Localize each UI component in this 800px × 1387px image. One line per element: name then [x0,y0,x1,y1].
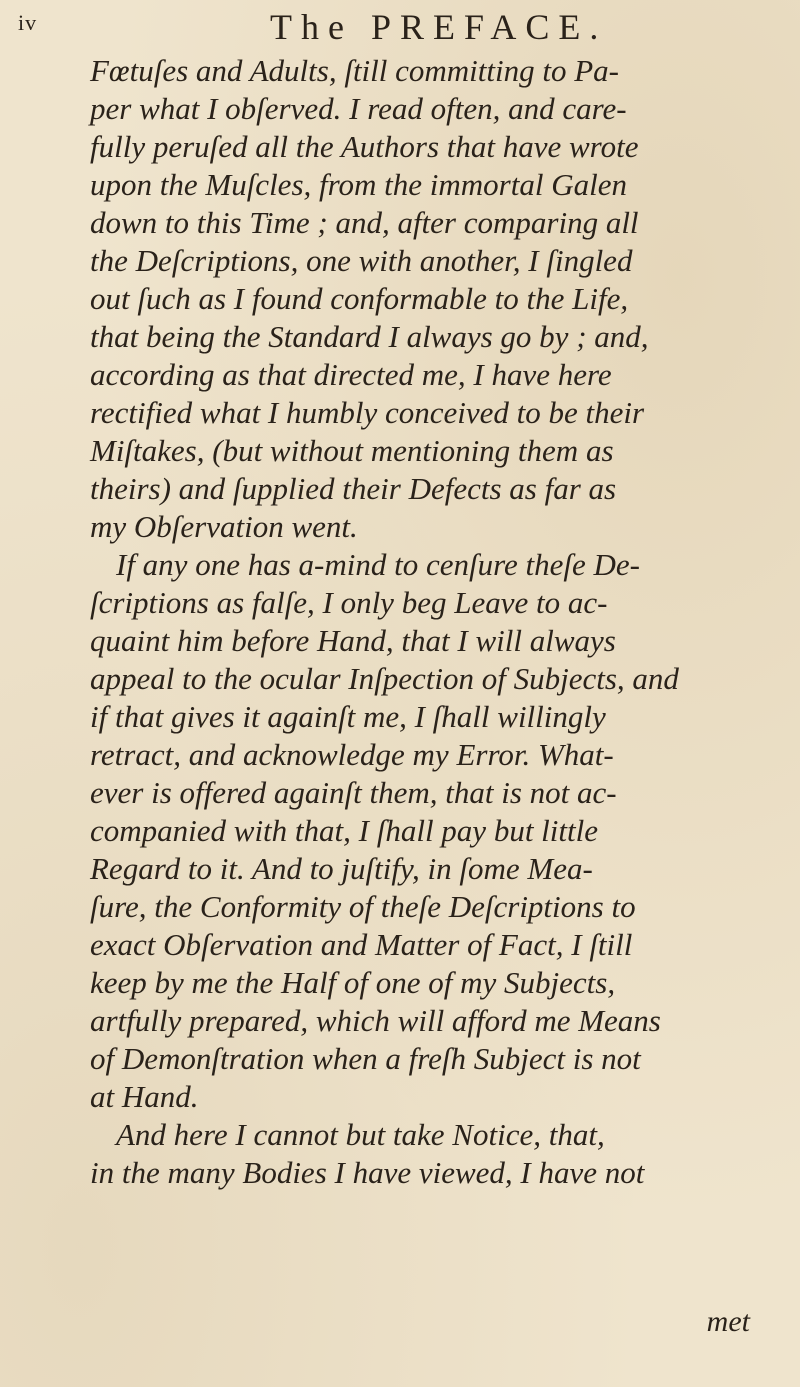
running-head: The PREFACE. [270,7,608,47]
text-line: Regard to it. And to juſtify, in ſome Mea- [90,851,593,886]
text-line: out ſuch as I found conformable to the Life, [90,281,629,316]
text-line: according as that directed me, I have here [90,357,612,392]
text-line: quaint him before Hand, that I will always [90,623,616,658]
text-line: ever is offered againſt them, that is not ac- [90,775,617,810]
text-line: retract, and acknowledge my Error. What- [90,737,614,772]
text-line: at Hand. [90,1079,199,1114]
text-line: exact Obſervation and Matter of Fact, I ſtill [90,927,633,962]
text-line: per what I obſerved. I read often, and care- [90,91,627,126]
text-line: the Deſcriptions, one with another, I ſingled [90,243,633,278]
text-line: rectified what I humbly conceived to be their [90,395,645,430]
paragraph-start-line: If any one has a-mind to cenſure theſe De- [116,547,640,582]
text-line: of Demonſtration when a freſh Subject is not [90,1041,641,1076]
text-line: keep by me the Half of one of my Subjects, [90,965,616,1000]
text-line: upon the Muſcles, from the immortal Galen [90,167,627,202]
text-line: appeal to the ocular Inſpection of Subjects, and [90,661,679,696]
text-line: fully peruſed all the Authors that have wrote [90,129,639,164]
text-line: ſure, the Conformity of theſe Deſcriptions to [90,889,636,924]
text-line: if that gives it againſt me, I ſhall willingly [90,699,606,734]
text-line: artfully prepared, which will afford me Means [90,1003,661,1038]
catchword: met [706,1305,750,1338]
text-line: that being the Standard I always go by ; and, [90,319,649,354]
text-line: in the many Bodies I have viewed, I have not [90,1155,645,1190]
text-line: Fœtuſes and Adults, ſtill committing to Pa- [90,53,619,88]
text-line: my Obſervation went. [90,509,358,544]
text-line: theirs) and ſupplied their Defects as far as [90,471,617,506]
body-text [90,52,770,1192]
text-line: down to this Time ; and, after comparing all [90,205,639,240]
text-line: ſcriptions as falſe, I only beg Leave to ac- [90,585,608,620]
text-line: Miſtakes, (but without mentioning them as [90,433,614,468]
text-line: companied with that, I ſhall pay but little [90,813,599,848]
signature-mark: iv [18,10,38,35]
paragraph-start-line: And here I cannot but take Notice, that, [116,1117,605,1152]
